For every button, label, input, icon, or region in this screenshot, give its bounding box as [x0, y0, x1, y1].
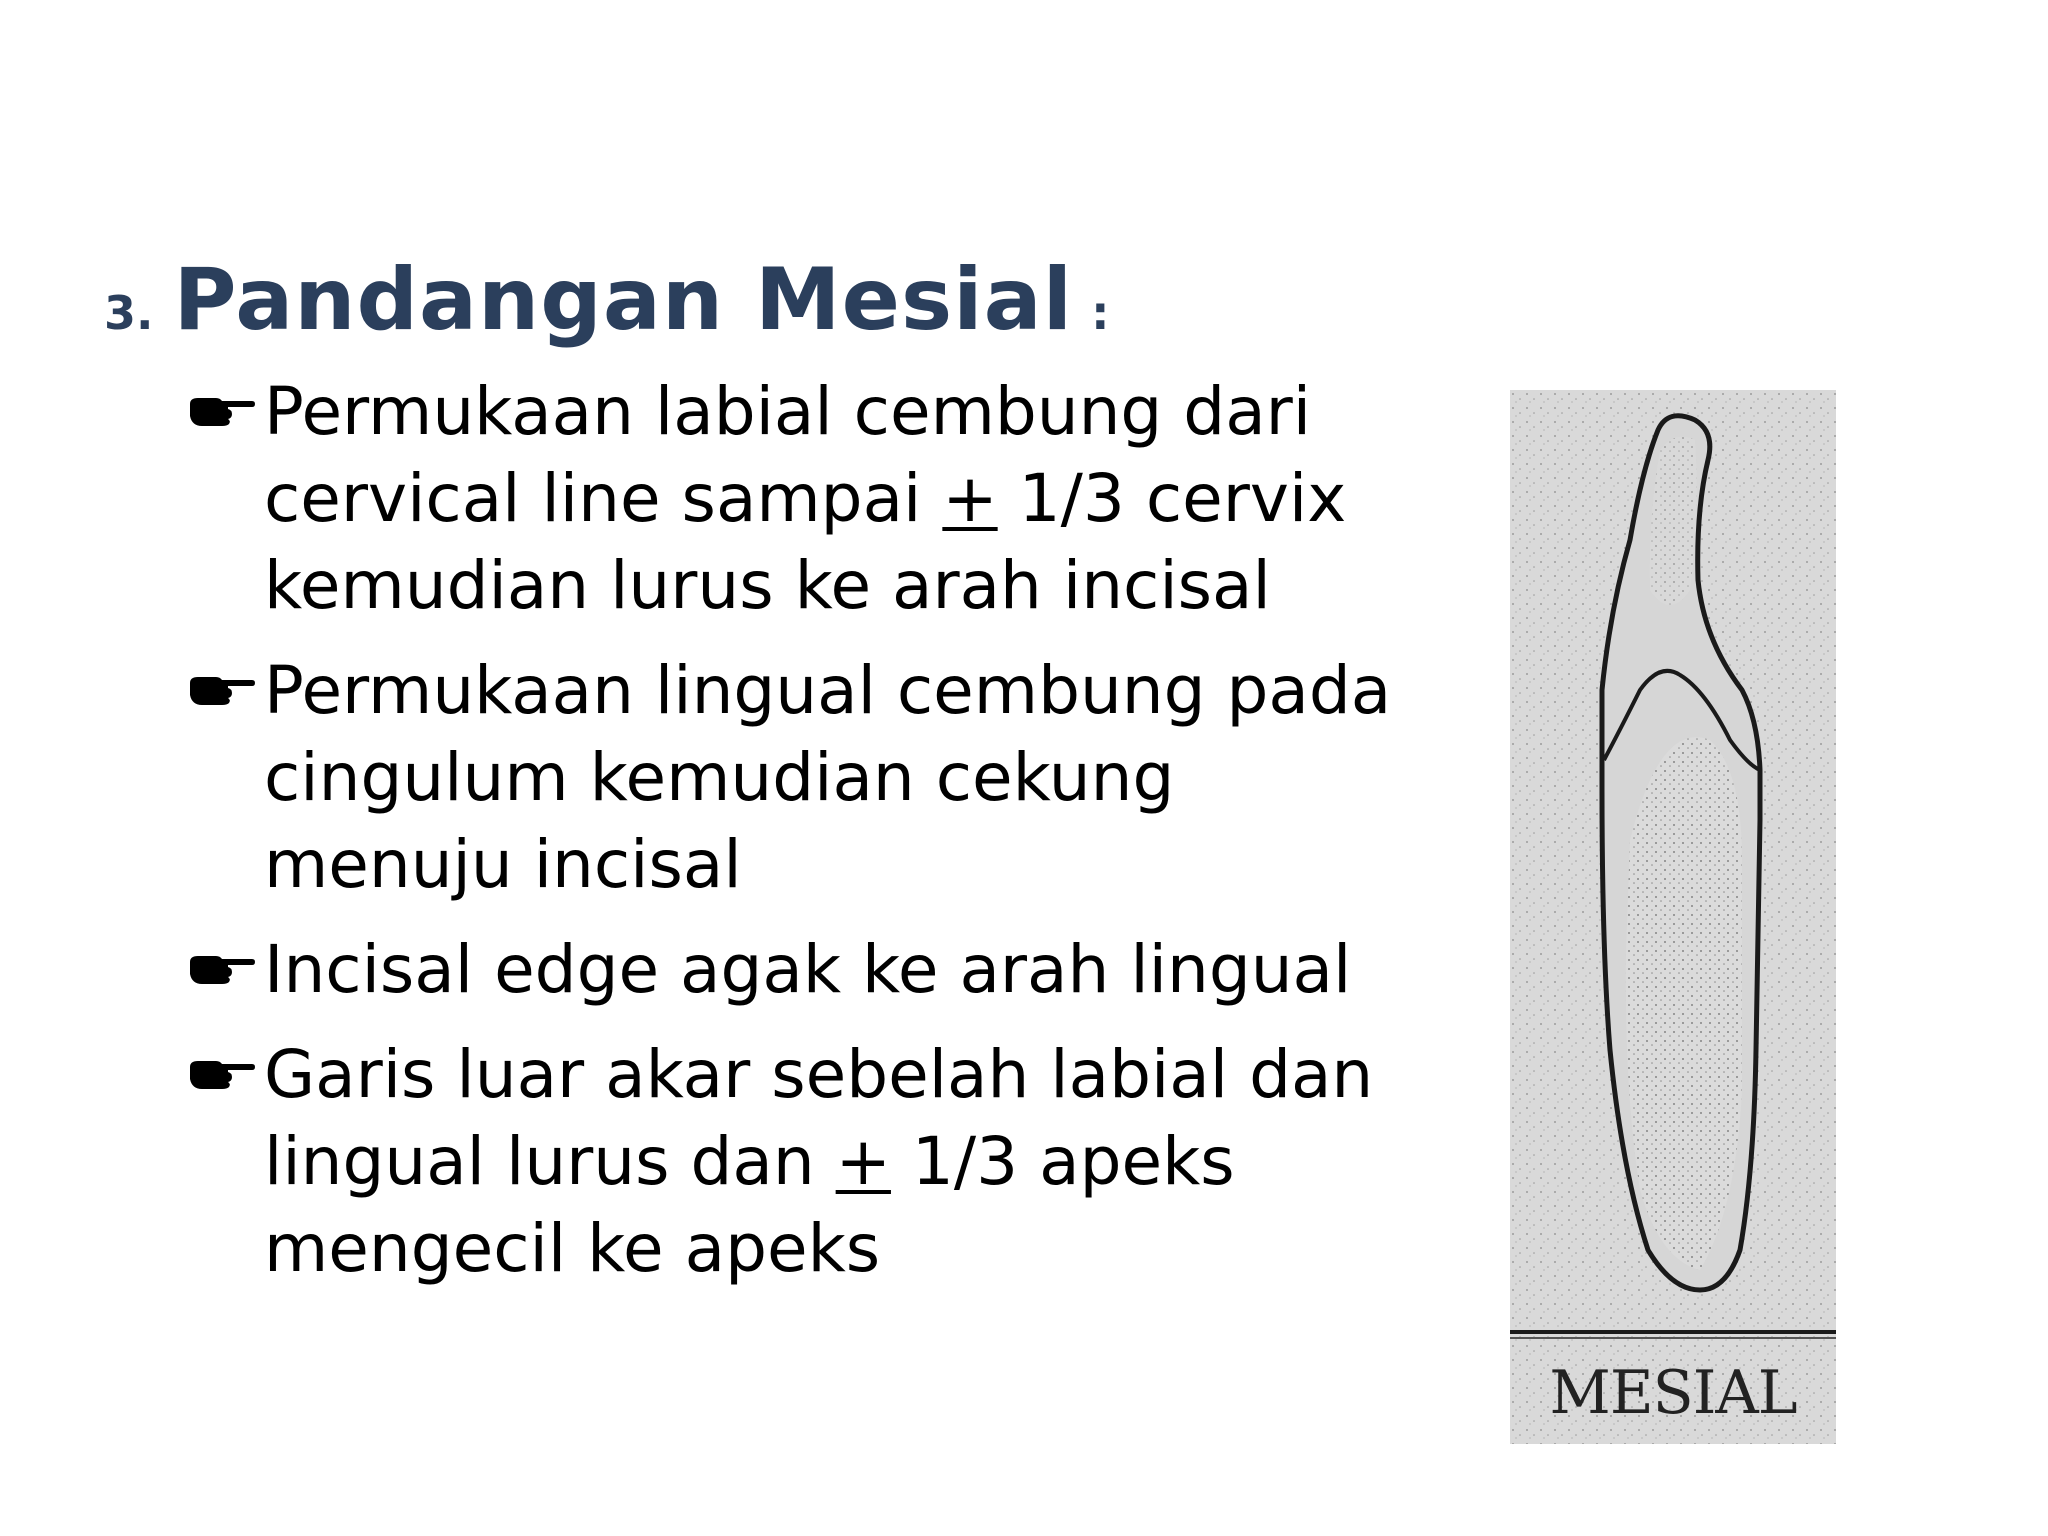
heading-colon: :	[1091, 286, 1110, 340]
bullet-text: 1/3 apeks	[890, 1123, 1235, 1200]
slide-heading	[104, 250, 1110, 350]
figure-caption: MESIAL	[1549, 1358, 1797, 1428]
bullet-line	[264, 1118, 1388, 1205]
bullet-text: kemudian lurus ke arah incisal	[264, 547, 1271, 624]
pointing-hand-icon	[188, 950, 256, 986]
bullet-text: cervical line sampai	[264, 460, 943, 537]
heading-title: Pandangan Mesial	[173, 250, 1074, 350]
tooth-illustration	[1510, 390, 1836, 1444]
pointing-hand-icon	[188, 671, 256, 707]
bullet-line	[264, 821, 1388, 908]
bullet-line	[264, 542, 1388, 629]
bullet-line	[264, 647, 1392, 734]
bullet-text: Permukaan labial cembung dari	[264, 373, 1312, 450]
bullet-text: menuju incisal	[264, 826, 742, 903]
bullet-item	[188, 1031, 1388, 1292]
plus-minus-symbol: +	[835, 1123, 891, 1200]
plus-minus-symbol: +	[942, 460, 998, 537]
bullet-line	[264, 734, 1388, 821]
bullet-item	[188, 647, 1392, 908]
bullet-list	[188, 368, 1392, 1310]
bullet-line	[264, 1205, 1388, 1292]
bullet-text: Permukaan lingual cembung pada	[264, 652, 1392, 729]
bullet-line	[264, 455, 1388, 542]
bullet-item	[188, 926, 1388, 1013]
heading-number: 3.	[104, 286, 154, 340]
tooth-mesial-drawing	[1510, 390, 1836, 1444]
bullet-line	[264, 926, 1388, 1013]
bullet-text: Incisal edge agak ke arah lingual	[264, 931, 1352, 1008]
pointing-hand-icon	[188, 1055, 256, 1091]
bullet-text: mengecil ke apeks	[264, 1210, 881, 1287]
bullet-text: lingual lurus dan	[264, 1123, 836, 1200]
bullet-item	[188, 368, 1388, 629]
pointing-hand-icon	[188, 392, 256, 428]
bullet-line	[264, 1031, 1388, 1118]
bullet-text: 1/3 cervix	[997, 460, 1347, 537]
bullet-text: Garis luar akar sebelah labial dan	[264, 1036, 1374, 1113]
bullet-text: cingulum kemudian cekung	[264, 739, 1175, 816]
bullet-line	[264, 368, 1388, 455]
